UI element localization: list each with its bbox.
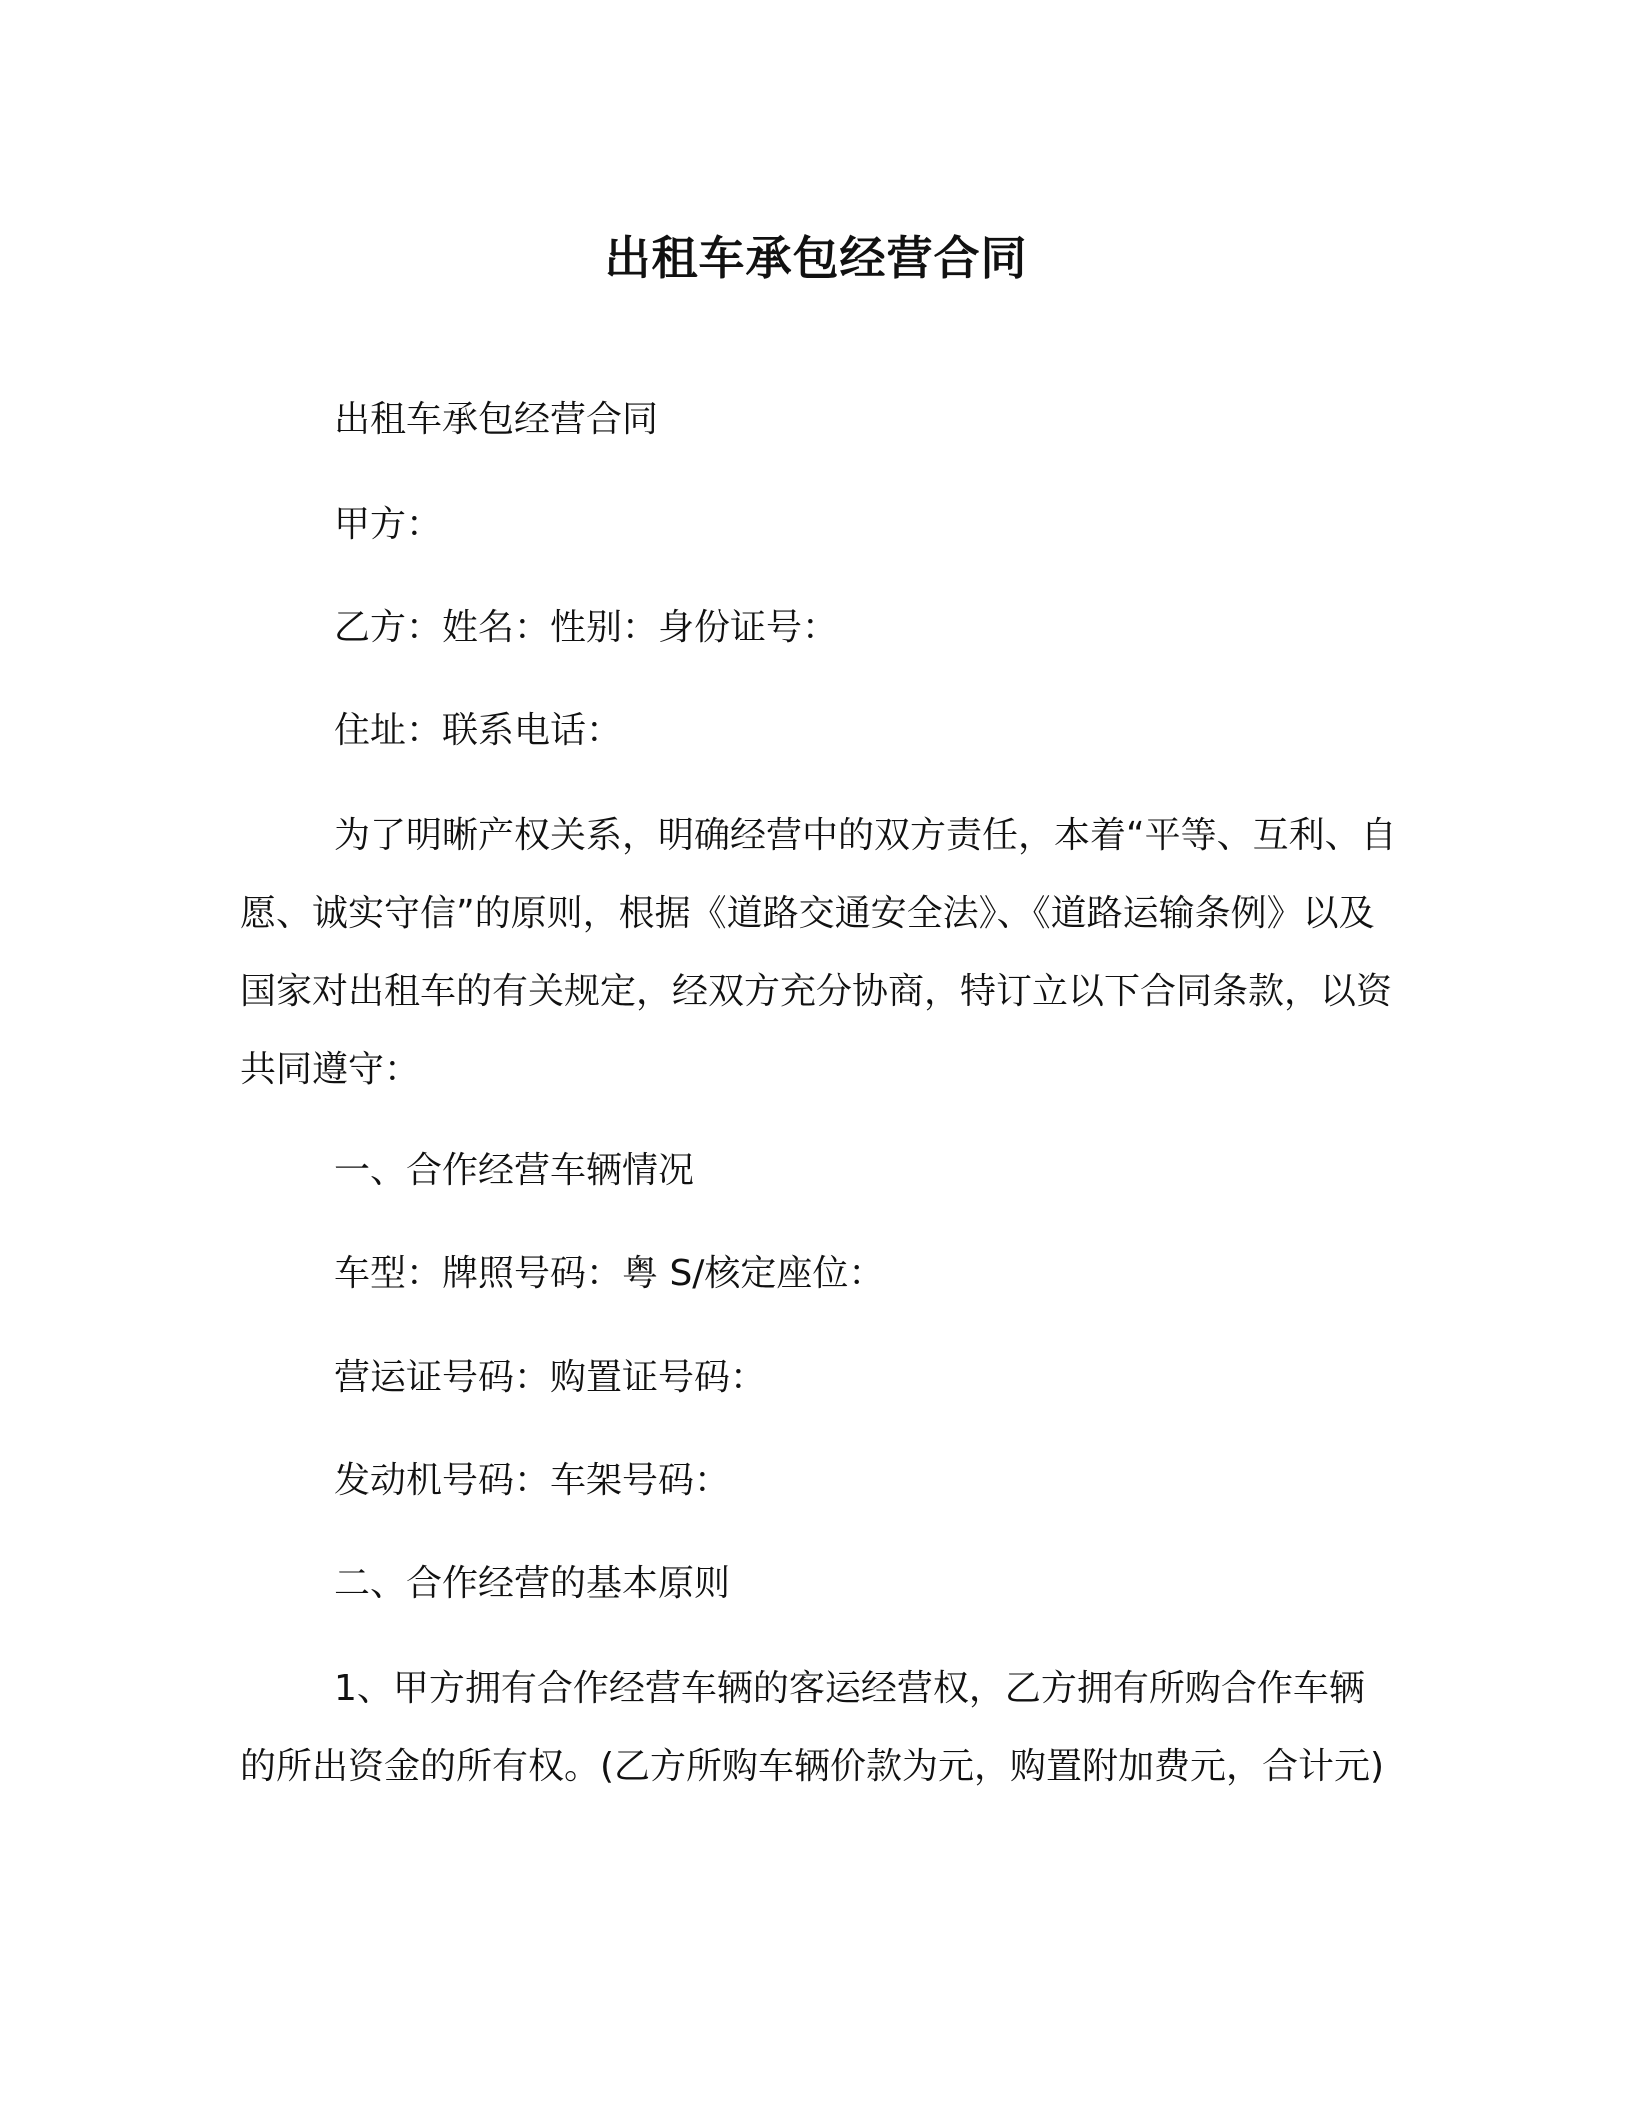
address-line: 住址：联系电话： bbox=[334, 710, 623, 751]
party-a-line: 甲方： bbox=[334, 504, 443, 545]
clause-1-paragraph: 1、甲方拥有合作经营车辆的客运经营权，乙方拥有所购合作车辆的所出资金的所有权。(乙方所购车辆价款为元，购置附加费元，合计元) bbox=[240, 1668, 1385, 1787]
section-1-heading: 一、合作经营车辆情况 bbox=[334, 1150, 695, 1191]
operating-cert-line: 营运证号码：购置证号码： bbox=[334, 1357, 767, 1398]
section-2-heading: 二、合作经营的基本原则 bbox=[334, 1563, 731, 1604]
party-b-line: 乙方：姓名：性别：身份证号： bbox=[334, 607, 839, 648]
engine-chassis-line: 发动机号码：车架号码： bbox=[334, 1460, 731, 1501]
preamble-paragraph: 为了明晰产权关系，明确经营中的双方责任，本着“平等、互利、自愿、诚实守信”的原则，根据《道路交通安全法》、《道路运输条例》以及国家对出租车的有关规定，经双方充分协商，特订立以下合同条款，以资共同遵守： bbox=[240, 815, 1397, 1090]
subtitle: 出租车承包经营合同 bbox=[334, 399, 659, 440]
document-title: 出租车承包经营合同 bbox=[604, 231, 1028, 285]
vehicle-model-line: 车型：牌照号码：粤 S/核定座位： bbox=[334, 1253, 885, 1294]
